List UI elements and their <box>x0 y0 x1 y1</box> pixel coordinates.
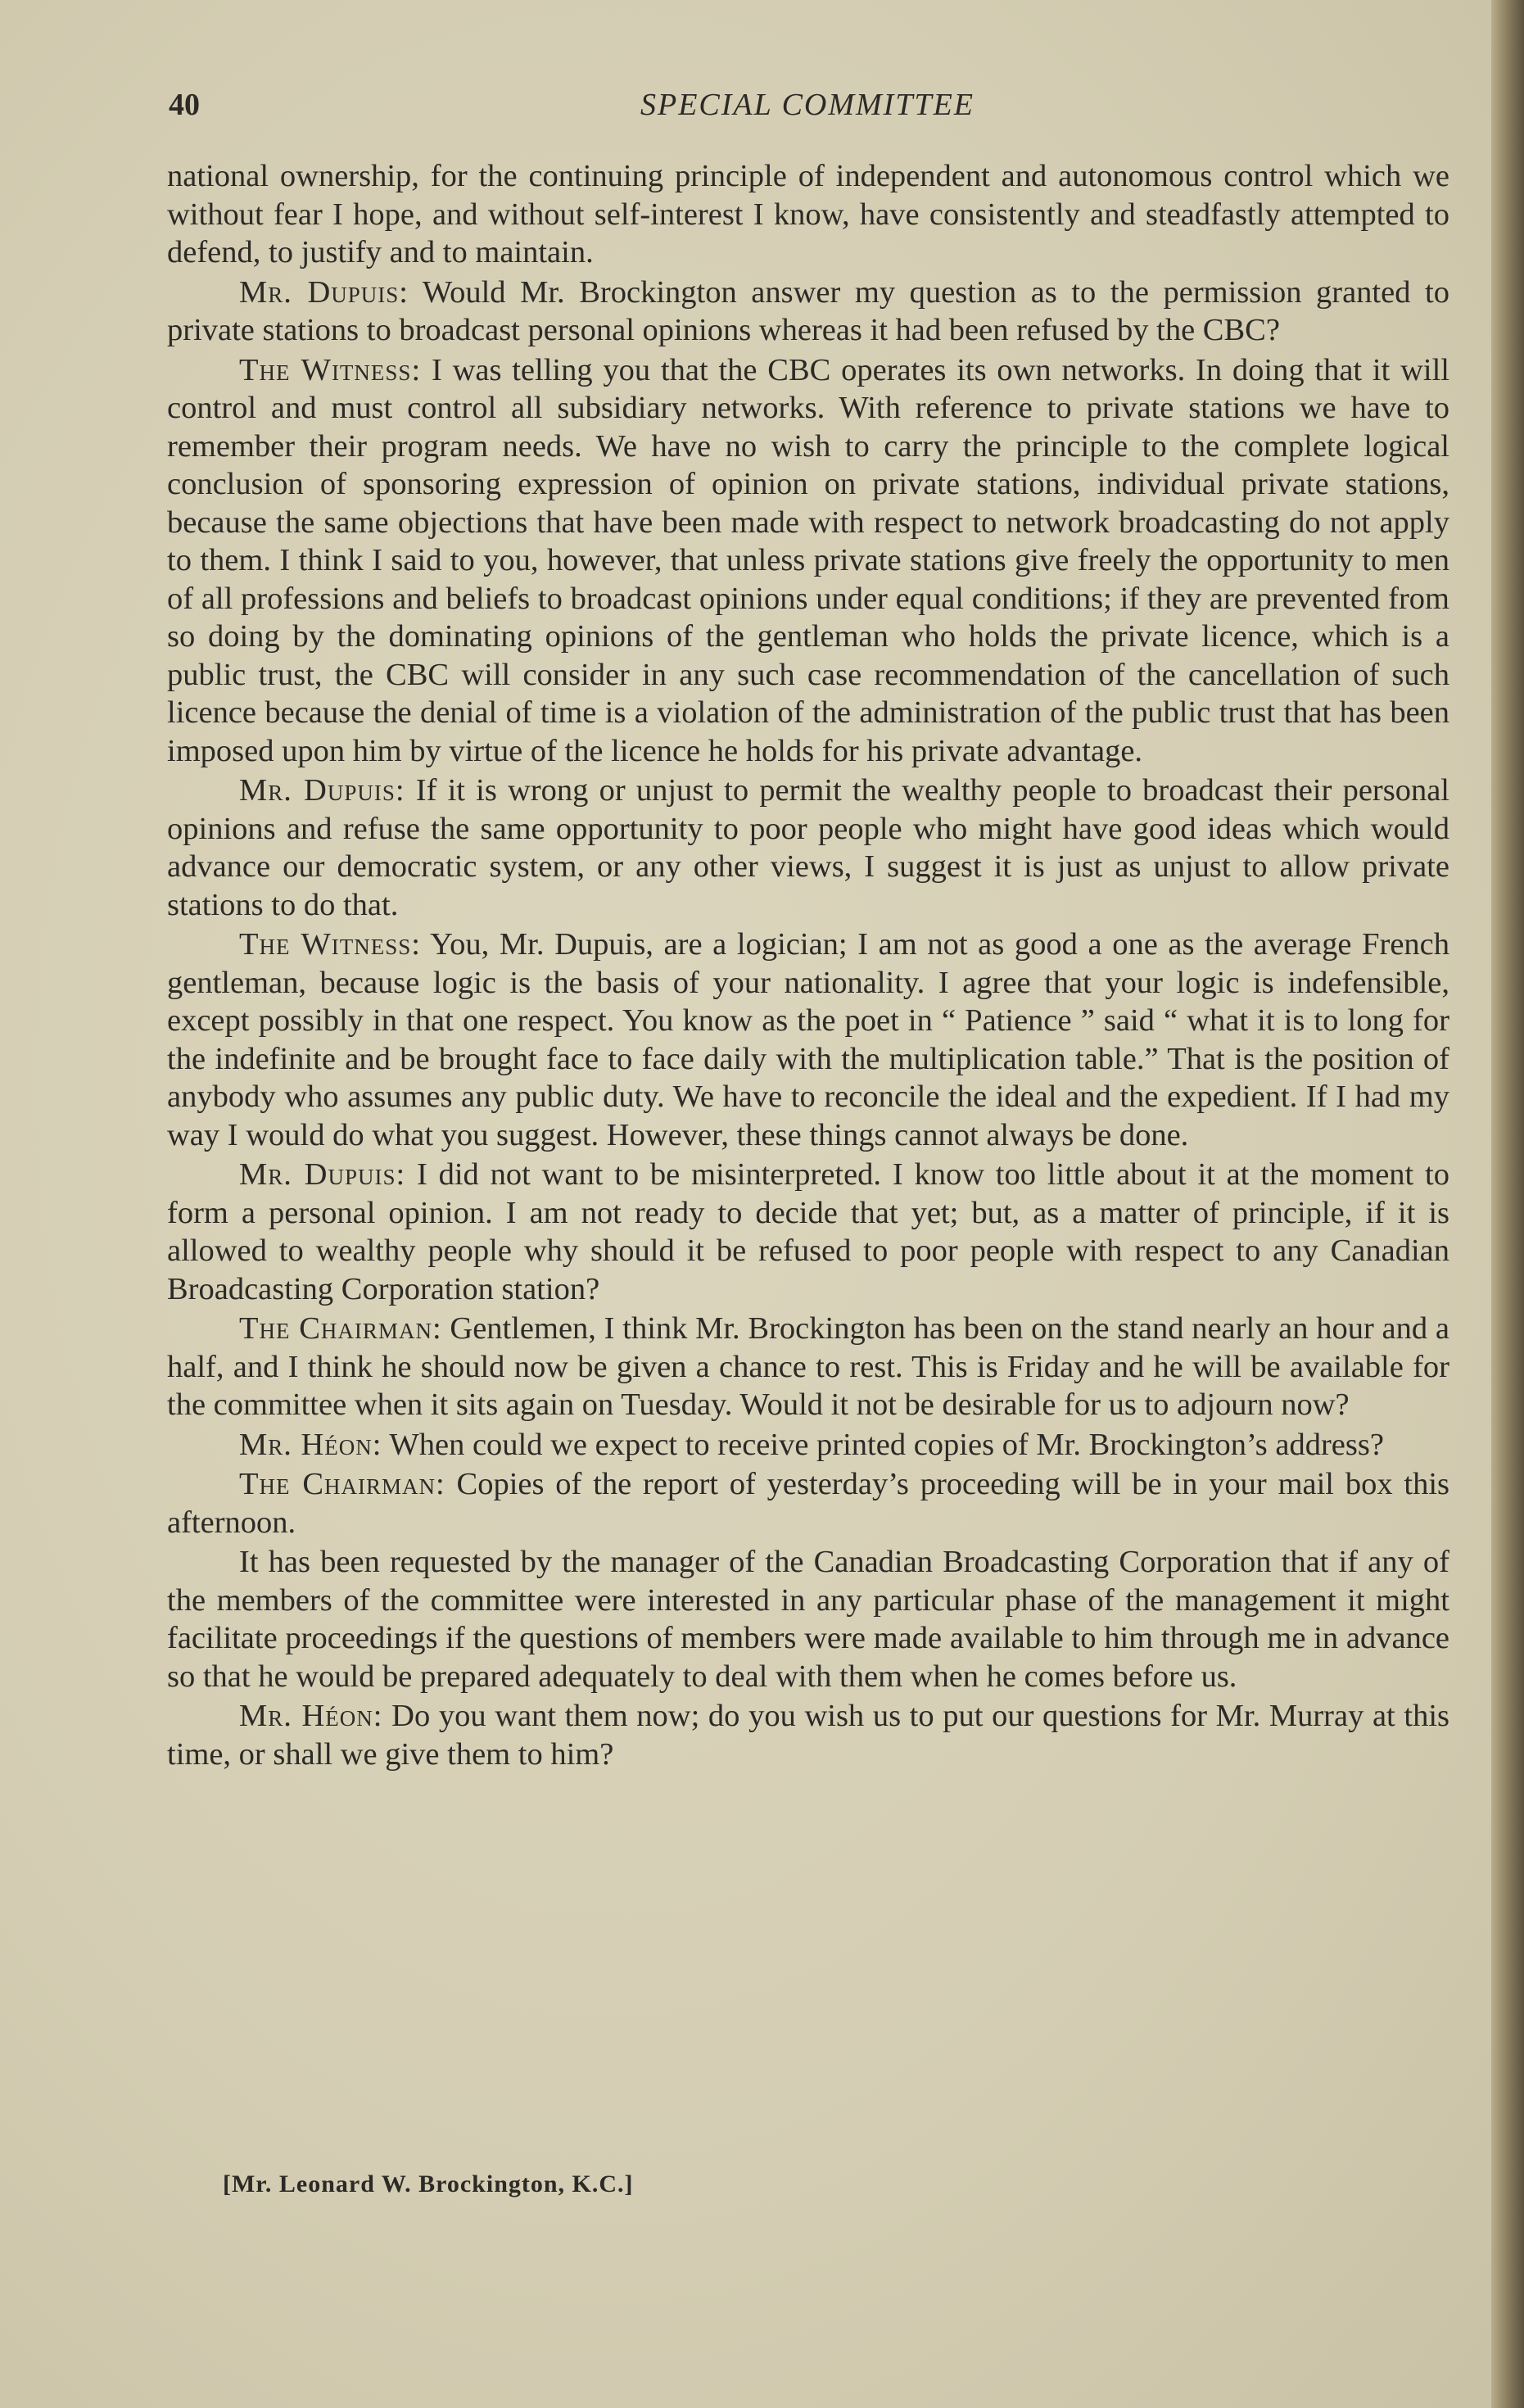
speaker-label: Mr. Héon: <box>239 1427 382 1462</box>
paragraph <box>167 1426 1449 1464</box>
paragraph-text: I did not want to be misinterpreted. I know too little about it at the moment to form a personal opinion. I am not ready to decide that yet; but, as a matter of principle, if it is allowed to wealthy people why should it be refused to poor people with respect to any Canadian Broadcasting Corporation station? <box>167 1157 1449 1306</box>
paragraph-text: If it is wrong or unjust to permit the wealthy people to broadcast their personal opinions and refuse the same opportunity to poor people who might have good ideas which would advance our democratic system, or any other views, I suggest it is just as unjust to allow private stations to do that. <box>167 773 1450 922</box>
paragraph <box>167 1310 1449 1424</box>
speaker-label: The Chairman: <box>239 1467 445 1501</box>
paragraph <box>167 157 1449 272</box>
speaker-label: Mr. Héon: <box>239 1699 383 1733</box>
speaker-label: The Witness: <box>239 352 422 387</box>
paragraph-text: Would Mr. Brockington answer my question as to the permission granted to private stations to broadcast personal opinions whereas it had been refused by the CBC? <box>167 274 1449 347</box>
speaker-label: Mr. Dupuis: <box>239 773 405 808</box>
speaker-label: The Witness: <box>239 927 421 962</box>
speaker-label: Mr. Dupuis: <box>239 274 409 310</box>
paragraph-text: When could we expect to receive printed copies of Mr. Brockington’s address? <box>382 1427 1384 1462</box>
paragraph <box>167 1543 1449 1695</box>
paragraph <box>167 1156 1449 1308</box>
book-spine-edge <box>1491 0 1524 2408</box>
paragraph-text: You, Mr. Dupuis, are a logician; I am not as good a one as the average French gentleman, because logic is the basis of your nationality. I agree that your logic is indefensible, except possibly in that one respect. You know as the poet in “ Patience ” said “ what it is to long for the indefinite and be brought face to face daily with the multiplication table.” That is the position of anybody who assumes any public duty. We have to reconcile the ideal and the expedient. If I had my way I would do what you suggest. However, these things cannot always be done. <box>167 927 1449 1152</box>
paragraph <box>167 351 1449 771</box>
paragraph-text: Do you want them now; do you wish us to put our questions for Mr. Murray at this time, or shall we give them to him? <box>167 1699 1449 1772</box>
paragraph-text: I was telling you that the CBC operates its own networks. In doing that it will control and must control all subsidiary networks. With reference to private stations we have to remember their program needs. We have no wish to carry the principle to the complete logical conclusion of sponsoring expression of opinion on private stations, individual private stations, because the same objections that have been made with respect to network broadcasting do not apply to them. I think I said to you, however, that unless private stations give freely the opportunity to men of all professions and beliefs to broadcast opinions under equal conditions; if they are prevented from so doing by the dominating opinions of the gentleman who holds the private licence, which is a public trust, the CBC will consider in any such case recommendation of the cancellation of such licence because the denial of time is a violation of the administration of the public trust that has been imposed upon him by virtue of the licence he holds for his private advantage. <box>167 352 1449 768</box>
paragraph <box>167 926 1449 1154</box>
page-number: 40 <box>169 88 200 122</box>
speaker-label: The Chairman: <box>239 1311 442 1346</box>
paragraph <box>167 1697 1449 1773</box>
running-head <box>169 87 1446 128</box>
paragraph-text: national ownership, for the continuing principle of independent and autonomous control which we without fear I hope, and without self-interest I know, have consistently and steadfastly attempted to defend, to justify and to maintain. <box>167 159 1449 269</box>
paragraph <box>167 274 1449 350</box>
witness-footnote: [Mr. Leonard W. Brockington, K.C.] <box>223 2170 634 2198</box>
paragraph-text: Copies of the report of yesterday’s proceeding will be in your mail box this afternoon. <box>167 1467 1450 1540</box>
header-title: SPECIAL COMMITTEE <box>640 88 975 122</box>
speaker-label: Mr. Dupuis: <box>239 1157 406 1192</box>
paragraph <box>167 772 1449 924</box>
paragraph <box>167 1465 1449 1541</box>
paragraph-text: It has been requested by the manager of the Canadian Broadcasting Corporation that if any of the members of the committee were interested in any particular phase of the management it might facilitate proceedings if the questions of members were made available to him through me in advance so that he would be prepared adequately to deal with them when he comes before us. <box>167 1545 1449 1694</box>
paragraph-text: Gentlemen, I think Mr. Brockington has been on the stand nearly an hour and a half, and I think he should now be given a chance to rest. This is Friday and he will be available for the committee when it sits again on Tuesday. Would it not be desirable for us to adjourn now? <box>167 1311 1449 1422</box>
body-text <box>167 157 1449 1775</box>
